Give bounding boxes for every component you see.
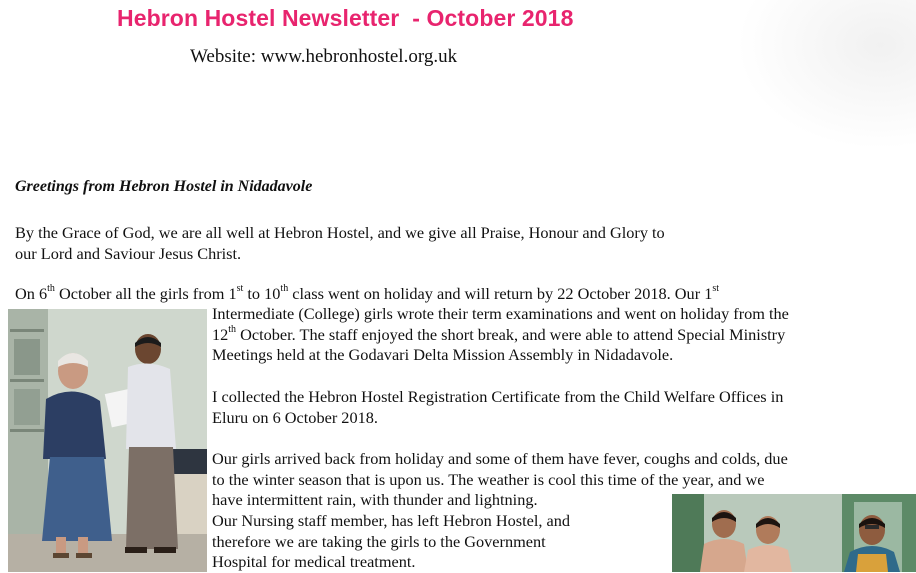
text-segment: 12 (212, 324, 229, 344)
superscript: th (47, 283, 55, 294)
paragraph-line: Intermediate (College) girls wrote their term examinations and went on holiday from the (212, 304, 789, 323)
text-segment: October all the girls from 1 (54, 284, 237, 303)
text-segment: to 10 (243, 284, 281, 303)
paragraph-line: Hospital for medical treatment. (212, 552, 416, 571)
photo-girls-group (672, 494, 916, 572)
text-segment: On 6 (15, 284, 48, 303)
paragraph-line: Our girls arrived back from holiday and some of them have fever, coughs and colds, due (212, 449, 788, 468)
paragraph-line: Eluru on 6 October 2018. (212, 407, 378, 427)
background-watermark (736, 0, 916, 150)
text-segment: class went on holiday and will return by 22 October 2018. Our 1 (288, 284, 713, 303)
paragraph-line: our Lord and Saviour Jesus Christ. (15, 243, 242, 263)
paragraph-certificate (212, 387, 912, 428)
paragraph-line: therefore we are taking the girls to the Government (212, 531, 546, 551)
paragraph-line: I collected the Hebron Hostel Registration Certificate from the Child Welfare Offices in (212, 387, 784, 406)
photo-illustration (672, 494, 916, 572)
photo-certificate-handover (8, 309, 207, 572)
photo-illustration (8, 309, 207, 572)
paragraph-line: Meetings held at the Godavari Delta Mission Assembly in Nidadavole. (212, 345, 674, 364)
superscript: th (228, 323, 237, 335)
superscript: st (712, 283, 720, 294)
paragraph-line: By the Grace of God, we are all well at Hebron Hostel, and we give all Praise, Honour and Glory to (15, 223, 665, 242)
superscript: st (236, 283, 244, 294)
paragraph-grace (15, 223, 795, 264)
paragraph-holiday-first-line (15, 284, 905, 305)
paragraph-holiday-continued (212, 304, 912, 366)
paragraph-line: to the winter season that is upon us. The weather is cool this time of the year, and we (212, 469, 765, 489)
superscript: th (280, 283, 289, 294)
paragraph-line: Our Nursing staff member, has left Hebron Hostel, and (212, 511, 571, 530)
newsletter-title: Hebron Hostel Newsletter - October 2018 (117, 5, 574, 31)
website-line: Website: www.hebronhostel.org.uk (190, 46, 458, 67)
text-segment: October. The staff enjoyed the short break, and were able to attend Special Ministry (236, 324, 786, 344)
paragraph-line: have intermittent rain, with thunder and lightning. (212, 490, 538, 509)
paragraph-line (212, 325, 912, 346)
greeting-heading: Greetings from Hebron Hostel in Nidadavole (15, 178, 313, 195)
paragraph-nursing (212, 511, 662, 573)
